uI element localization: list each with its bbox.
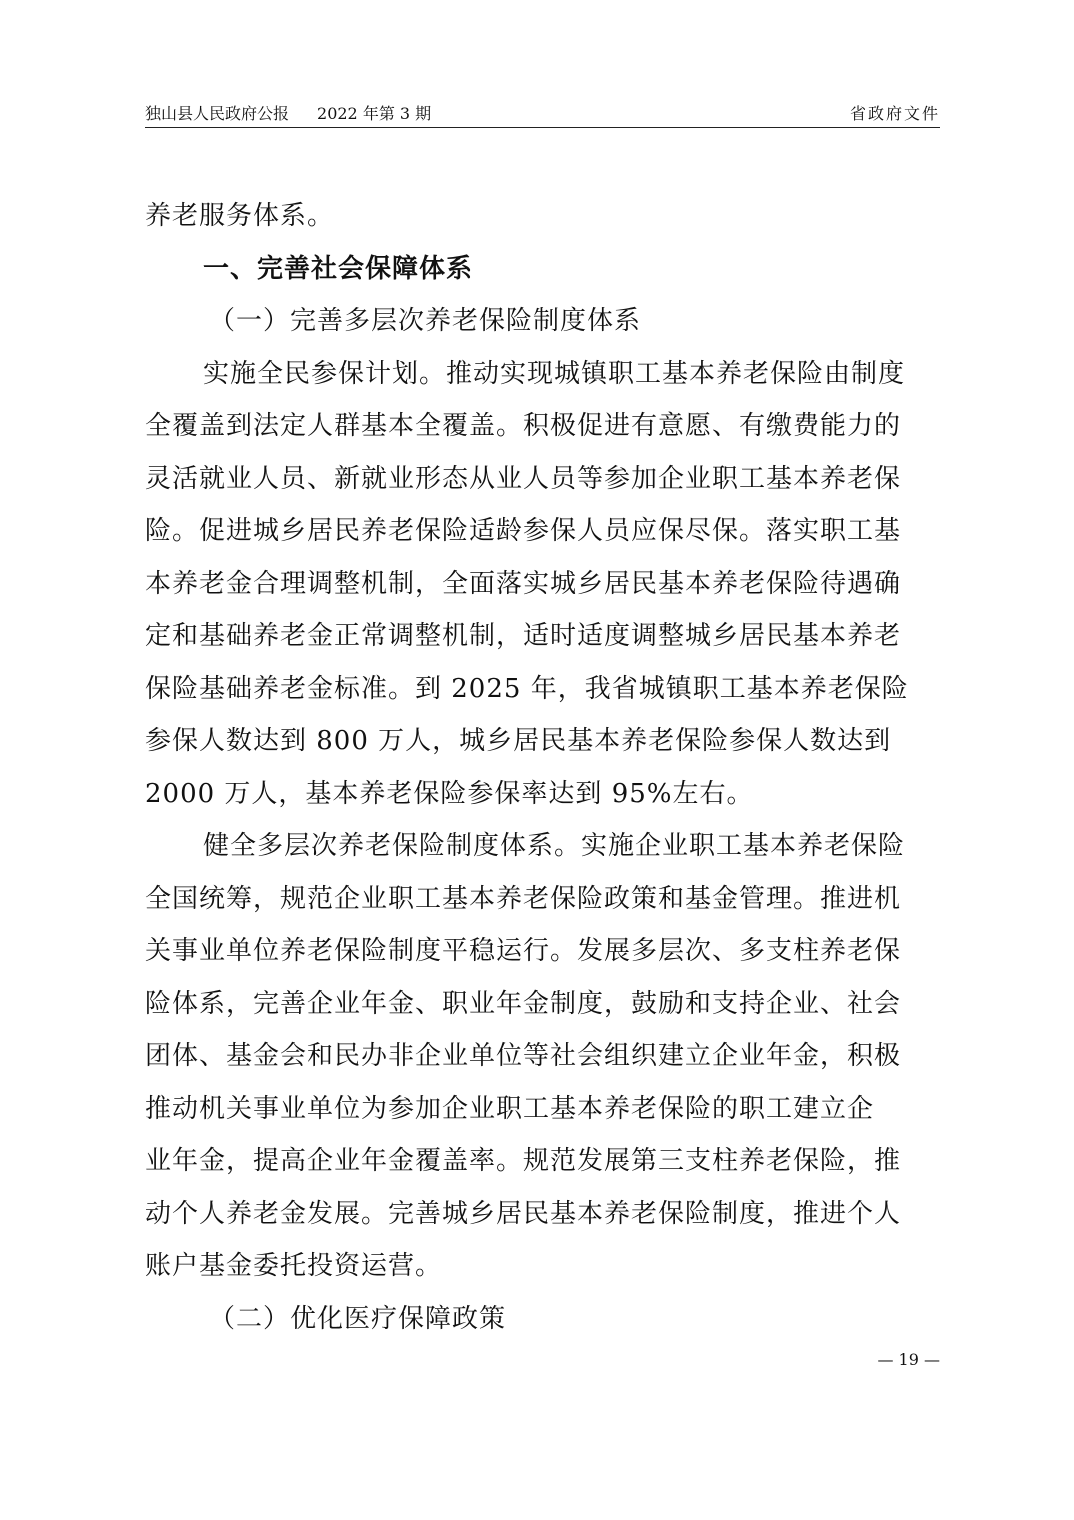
paragraph-line: 本养老金合理调整机制，全面落实城乡居民基本养老保险待遇确 bbox=[145, 568, 902, 599]
page-number: — 19 — bbox=[877, 1350, 940, 1369]
paragraph-line: 业年金，提高企业年金覆盖率。规范发展第三支柱养老保险，推 bbox=[145, 1146, 902, 1176]
subsection-heading: （一）完善多层次养老保险制度体系 bbox=[209, 306, 642, 336]
paragraph-line: 参保人数达到 800 万人，城乡居民基本养老保险参保人数达到 bbox=[145, 726, 892, 756]
publication-name: 独山县人民政府公报 bbox=[145, 104, 290, 123]
paragraph-line: 动个人养老金发展。完善城乡居民基本养老保险制度，推进个人 bbox=[145, 1198, 902, 1229]
section-label: 省政府文件 bbox=[849, 104, 940, 123]
section-heading: 一、完善社会保障体系 bbox=[203, 253, 474, 284]
paragraph-line: 健全多层次养老保险制度体系。实施企业职工基本养老保险 bbox=[203, 831, 906, 861]
issue-label: 2022 年第 3 期 bbox=[317, 104, 432, 123]
paragraph-line: 养老服务体系。 bbox=[145, 201, 335, 231]
subsection-heading: （二）优化医疗保障政策 bbox=[209, 1303, 507, 1334]
paragraph-line: 保险基础养老金标准。到 2025 年，我省城镇职工基本养老保险 bbox=[145, 673, 909, 704]
paragraph-line: 定和基础养老金正常调整机制，适时适度调整城乡居民基本养老 bbox=[145, 621, 902, 651]
paragraph-line: 灵活就业人员、新就业形态从业人员等参加企业职工基本养老保 bbox=[145, 463, 902, 494]
paragraph-line: 团体、基金会和民办非企业单位等社会组织建立企业年金，积极 bbox=[145, 1041, 902, 1071]
header-left bbox=[145, 103, 459, 125]
paragraph-line: 推动机关事业单位为参加企业职工基本养老保险的职工建立企 bbox=[145, 1093, 875, 1124]
paragraph-line: 2000 万人，基本养老保险参保率达到 95%左右。 bbox=[145, 778, 754, 809]
paragraph-line: 账户基金委托投资运营。 bbox=[145, 1251, 443, 1281]
paragraph-line: 险体系，完善企业年金、职业年金制度，鼓励和支持企业、社会 bbox=[145, 988, 902, 1019]
paragraph-line: 险。促进城乡居民养老保险适龄参保人员应保尽保。落实职工基 bbox=[145, 516, 902, 546]
page-header bbox=[145, 103, 940, 128]
paragraph-line: 实施全民参保计划。推动实现城镇职工基本养老保险由制度 bbox=[203, 358, 906, 389]
paragraph-line: 全覆盖到法定人群基本全覆盖。积极促进有意愿、有缴费能力的 bbox=[145, 411, 902, 441]
paragraph-line: 关事业单位养老保险制度平稳运行。发展多层次、多支柱养老保 bbox=[145, 936, 902, 966]
paragraph-line: 全国统筹，规范企业职工基本养老保险政策和基金管理。推进机 bbox=[145, 883, 902, 914]
document-body bbox=[145, 190, 940, 1345]
